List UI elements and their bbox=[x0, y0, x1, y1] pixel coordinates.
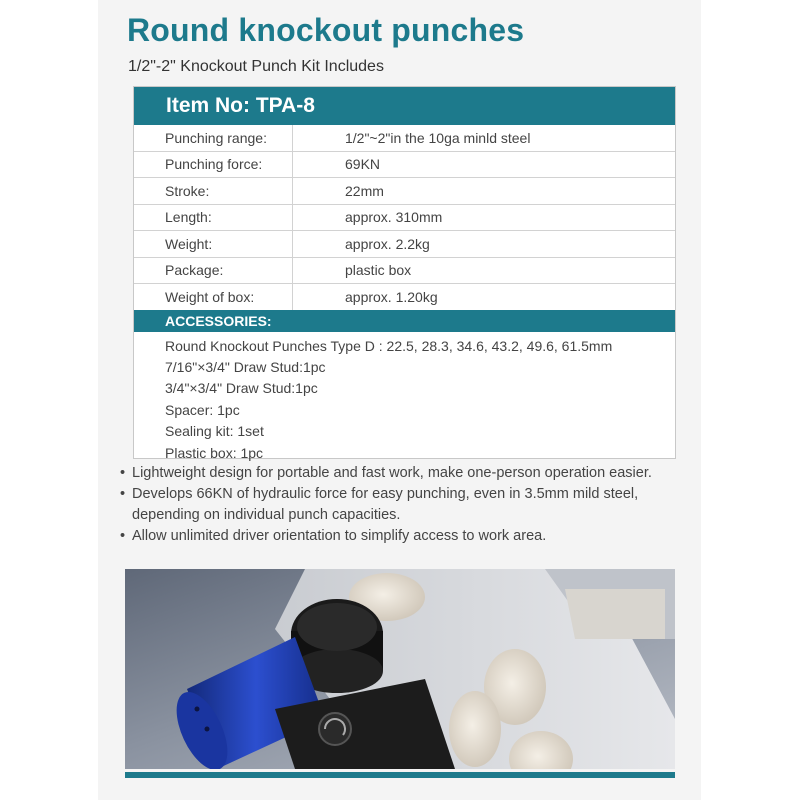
spec-value: approx. 2.2kg bbox=[345, 235, 430, 252]
bottom-accent-bar bbox=[125, 772, 675, 778]
spec-value: plastic box bbox=[345, 262, 412, 279]
accessory-item: Spacer: 1pc bbox=[165, 401, 240, 418]
spec-row bbox=[134, 152, 675, 179]
spec-row bbox=[134, 284, 675, 310]
spec-label: Weight of box: bbox=[165, 288, 255, 305]
accessory-item: Round Knockout Punches Type D : 22.5, 28.3, 34.6, 43.2, 49.6, 61.5mm bbox=[165, 337, 613, 354]
spec-label: Weight: bbox=[165, 235, 213, 252]
spec-value: 69KN bbox=[345, 156, 381, 173]
feature-item bbox=[120, 484, 690, 526]
spec-value: 1/2"~2"in the 10ga minld steel bbox=[345, 129, 531, 146]
spec-row bbox=[134, 231, 675, 258]
accessories-header: ACCESSORIES: bbox=[134, 310, 675, 332]
spec-label: Stroke: bbox=[165, 182, 210, 199]
bullet-icon: • bbox=[120, 465, 126, 481]
spec-row bbox=[134, 205, 675, 232]
feature-list bbox=[120, 463, 690, 547]
spec-label: Punching range: bbox=[165, 129, 267, 146]
accessories-list bbox=[134, 332, 675, 464]
product-photo bbox=[125, 569, 675, 769]
feature-text: Allow unlimited driver orientation to simplify access to work area. bbox=[132, 528, 547, 544]
spec-value: approx. 310mm bbox=[345, 209, 443, 226]
feature-text: Lightweight design for portable and fast work, make one-person operation easier. bbox=[132, 465, 652, 481]
accessory-item: Sealing kit: 1set bbox=[165, 423, 264, 440]
spec-table bbox=[133, 86, 676, 459]
bullet-icon: • bbox=[120, 528, 126, 544]
accessory-item: 7/16"×3/4" Draw Stud:1pc bbox=[165, 358, 326, 375]
punched-hole-icon bbox=[449, 691, 501, 767]
feature-item bbox=[120, 463, 690, 484]
bullet-icon: • bbox=[120, 486, 126, 502]
spec-row bbox=[134, 258, 675, 285]
knockout-punch-tool-icon bbox=[125, 569, 675, 769]
page-subtitle: 1/2"-2" Knockout Punch Kit Includes bbox=[128, 58, 384, 75]
accessory-item: Plastic box: 1pc bbox=[165, 444, 264, 461]
accessory-item: 3/4"×3/4" Draw Stud:1pc bbox=[165, 380, 318, 397]
spec-row bbox=[134, 125, 675, 152]
spec-label: Package: bbox=[165, 262, 224, 279]
spec-value: approx. 1.20kg bbox=[345, 288, 438, 305]
feature-text: Develops 66KN of hydraulic force for easy punching, even in 3.5mm mild steel, depending on individual punch capacities. bbox=[132, 486, 639, 523]
spec-label: Punching force: bbox=[165, 156, 263, 173]
page-title: Round knockout punches bbox=[127, 12, 525, 48]
feature-item bbox=[120, 526, 690, 547]
item-number-header: Item No: TPA-8 bbox=[134, 87, 675, 125]
spec-row bbox=[134, 178, 675, 205]
spec-value: 22mm bbox=[345, 182, 384, 199]
spec-label: Length: bbox=[165, 209, 212, 226]
